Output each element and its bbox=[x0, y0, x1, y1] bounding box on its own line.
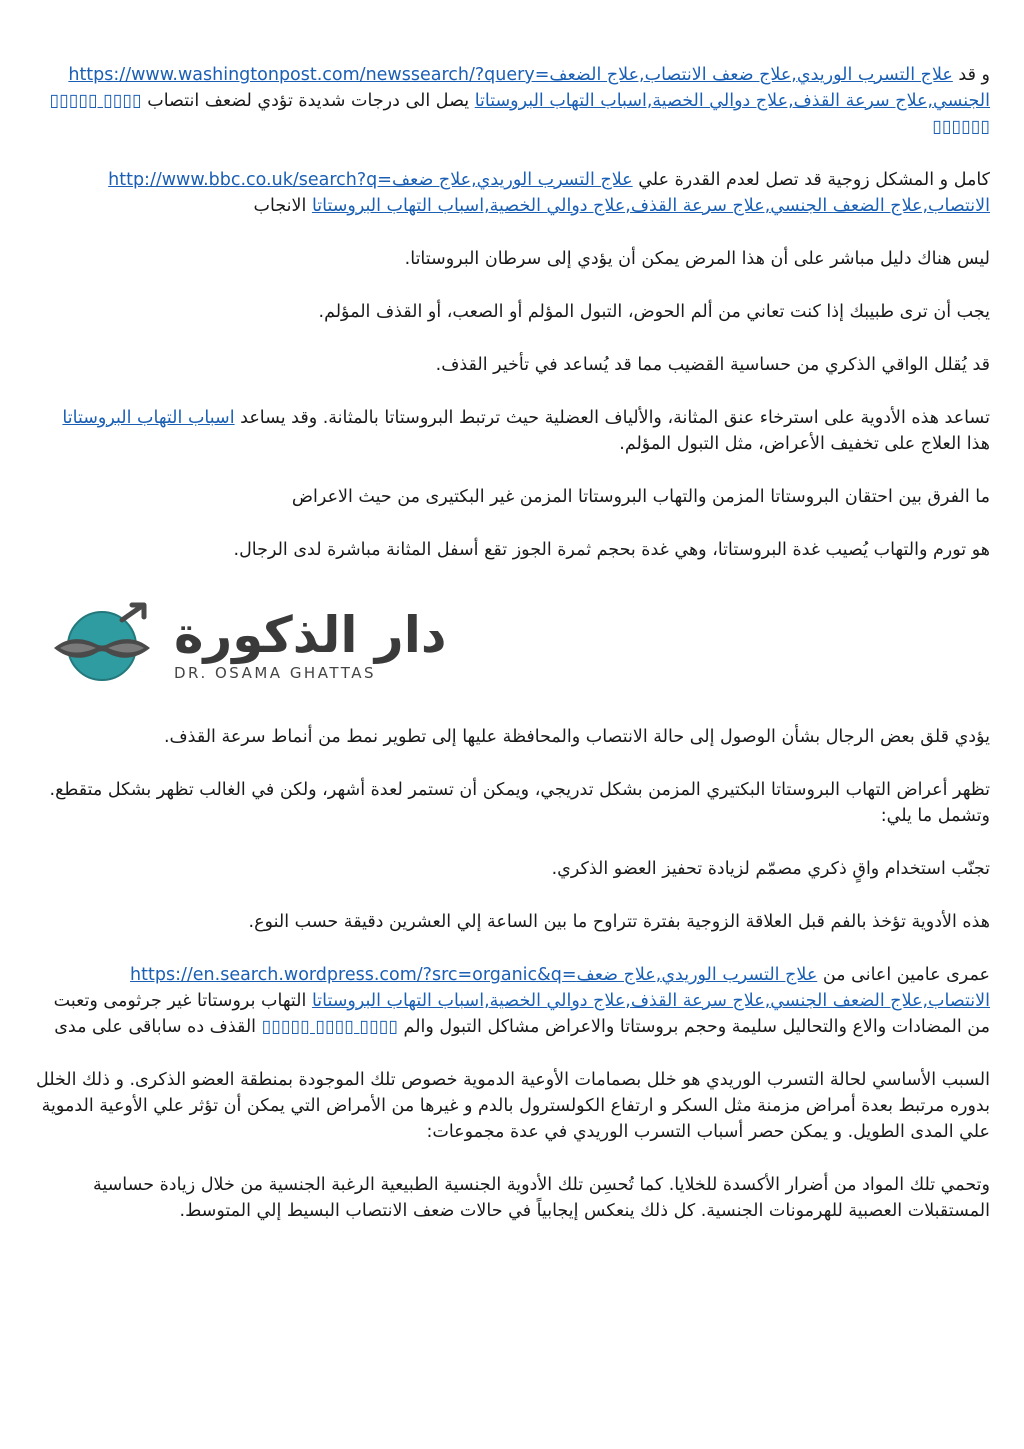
paragraph-13 bbox=[34, 962, 990, 1040]
garbled-link-1[interactable]: ▯▯▯▯ ▯▯▯▯▯ ▯▯▯▯▯▯ bbox=[49, 91, 990, 137]
logo-doctor-name: DR. OSAMA GHATTAS bbox=[174, 664, 376, 682]
paragraph-2-text-start: كامل و المشكل زوجية قد تصل لعدم القدرة علي bbox=[638, 170, 990, 190]
paragraph-3: ليس هناك دليل مباشر على أن هذا المرض يمكن أن يؤدي إلى سرطان البروستاتا. bbox=[404, 249, 990, 269]
paragraph-9: يؤدي قلق بعض الرجال بشأن الوصول إلى حالة الانتصاب والمحافظة عليها إلى تطوير نمط من أنماط سرعة القذف. bbox=[163, 727, 990, 747]
mustache-circle-icon bbox=[48, 602, 156, 686]
paragraph-13-text-end: القذف ده ساباقى على مدى bbox=[54, 1017, 257, 1037]
paragraph-2 bbox=[34, 167, 990, 219]
washingtonpost-search-link[interactable]: https://www.washingtonpost.com/newssearch/?query=علاج التسرب الوريدي,علاج ضعف الانتصاب,علاج الضعف الجنسي,علاج سرعة القذف,علاج دوالي الخصية,اسباب التهاب البروستاتا bbox=[68, 65, 990, 111]
paragraph-4: يجب أن ترى طبيبك إذا كنت تعاني من ألم الحوض، التبول المؤلم أو الصعب، أو القذف المؤلم. bbox=[318, 302, 990, 322]
logo-arabic-name: دار الذكورة bbox=[174, 606, 447, 664]
dar-al-thokoura-logo bbox=[34, 590, 990, 698]
logo-text bbox=[174, 606, 447, 682]
paragraph-10: تظهر أعراض التهاب البروستاتا البكتيري المزمن بشكل تدريجي، ويمكن أن تستمر لعدة أشهر، ولكن في الغالب تظهر بشكل متقطع. وتشمل ما يلي: bbox=[49, 780, 990, 826]
paragraph-13-text-start: عمرى عامين اعانى من bbox=[822, 965, 990, 985]
paragraph-11: تجنّب استخدام واقٍ ذكري مصمّم لزيادة تحفيز العضو الذكري. bbox=[551, 859, 990, 879]
paragraph-6-text-end: هذا العلاج على تخفيف الأعراض، مثل التبول المؤلم. bbox=[619, 434, 990, 454]
paragraph-1 bbox=[34, 62, 990, 140]
wordpress-search-link[interactable]: https://en.search.wordpress.com/?src=organic&q=علاج التسرب الوريدي,علاج ضعف الانتصاب,علاج الضعف الجنسي,علاج سرعة القذف,علاج دوالي الخصية,اسباب التهاب البروستاتا bbox=[130, 965, 990, 1011]
paragraph-14: السبب الأساسي لحالة التسرب الوريدي هو خلل بصمامات الأوعية الدموية خصوص تلك الموجودة بمنطقة العضو الذكرى. و ذلك الخلل بدوره مرتبط بعدة أمراض مزمنة مثل السكر و ارتفاع الكولسترول بالدم و غيرها من الأمراض التي يمكن أن تؤثر علي الأوعية الدموية علي المدى الطويل. و يمكن حصر أسباب التسرب الوريدي في عدة مجموعات: bbox=[35, 1070, 990, 1142]
paragraph-1-text-mid: يصل الى درجات شديدة تؤدي لضعف انتصاب bbox=[147, 91, 470, 111]
paragraph-5: قد يُقلل الواقي الذكري من حساسية القضيب مما قد يُساعد في تأخير القذف. bbox=[435, 355, 990, 375]
paragraph-7: ما الفرق بين احتقان البروستاتا المزمن والتهاب البروستاتا المزمن غير البكتيرى من حيث الاعراض bbox=[291, 487, 990, 507]
paragraph-1-text-start: و قد bbox=[958, 65, 990, 85]
bbc-search-link[interactable]: http://www.bbc.co.uk/search?q=علاج التسرب الوريدي,علاج ضعف الانتصاب,علاج الضعف الجنسي,علاج سرعة القذف,علاج دوالي الخصية,اسباب التهاب البروستاتا bbox=[108, 170, 990, 216]
paragraph-15: وتحمي تلك المواد من أضرار الأكسدة للخلايا. كما تُحسِن تلك الأدوية الجنسية الطبيعية الرغبة الجنسية من خلال زيادة حساسية المستقبلات العصبية للهرمونات الجنسية. كل ذلك ينعكس إيجابياً في حالات ضعف الانتصاب البسيط إلي المتوسط. bbox=[92, 1175, 990, 1221]
document-body bbox=[34, 62, 990, 1251]
paragraph-6 bbox=[34, 405, 990, 457]
garbled-link-2[interactable]: ▯▯▯▯ ▯▯▯▯ ▯▯▯▯▯ bbox=[261, 1017, 398, 1037]
paragraph-2-text-end: الانجاب bbox=[253, 196, 307, 216]
paragraph-13-text-mid: التهاب بروستاتا غير جرثومى وتعبت من المضادات والاع والتحاليل سليمة وحجم بروستاتا والاعراض مشاكل التبول والم bbox=[53, 991, 990, 1037]
paragraph-12: هذه الأدوية تؤخذ بالفم قبل العلاقة الزوجية بفترة تتراوح ما بين الساعة إلي العشرين دقيقة حسب النوع. bbox=[248, 912, 990, 932]
prostatitis-causes-link[interactable]: اسباب التهاب البروستاتا bbox=[62, 408, 235, 428]
paragraph-8: هو تورم والتهاب يُصيب غدة البروستاتا، وهي غدة بحجم ثمرة الجوز تقع أسفل المثانة مباشرة لدى الرجال. bbox=[233, 540, 990, 560]
paragraph-6-text-start: تساعد هذه الأدوية على استرخاء عنق المثانة، والألياف العضلية حيث ترتبط البروستاتا بالمثانة. وقد يساعد bbox=[240, 408, 990, 428]
